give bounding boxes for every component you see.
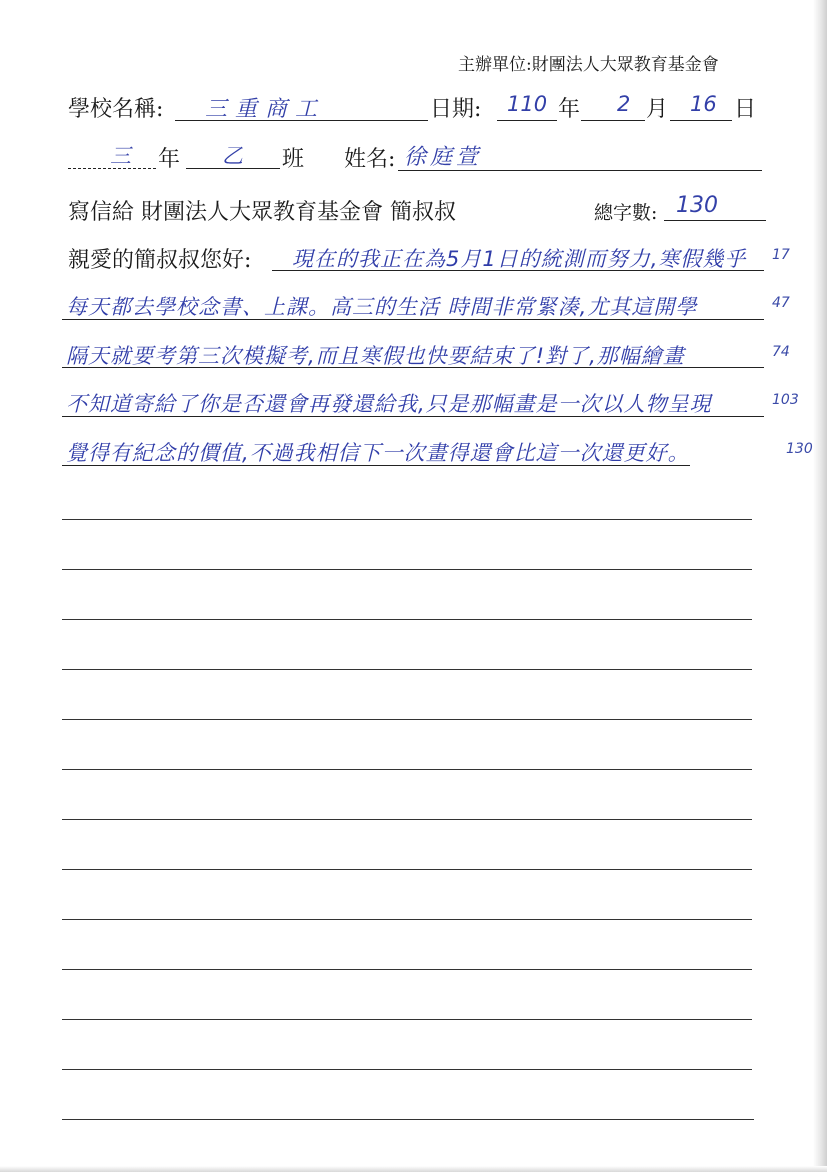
blank-ruled-line [62,969,752,970]
class-value: 乙 [222,144,243,168]
name-value: 徐庭萱 [404,145,483,170]
class-label: 班 [282,147,305,172]
day-underline [670,120,732,121]
letter-line-char-tally: 74 [772,344,790,360]
month-label: 月 [646,97,669,122]
blank-ruled-line [62,769,752,770]
scan-page-edge [813,0,827,1172]
day-label: 日 [734,97,757,122]
organizer-header: 主辦單位:財團法人大眾教育基金會 [458,55,719,75]
scan-page-edge-bottom [0,1166,827,1172]
blank-ruled-line [62,1069,752,1070]
blank-ruled-line [62,919,752,920]
letter-line-char-tally: 130 [786,441,813,457]
year-label: 年 [558,97,581,122]
word-count-underline [664,220,766,221]
year-value: 110 [507,92,548,116]
month-underline [581,120,645,121]
word-count-value: 130 [676,193,718,218]
letter-line-text: 現在的我正在為5月1日的統測而努力,寒假幾乎 [292,247,747,271]
grade-value: 三 [110,144,131,168]
letter-line-char-tally: 17 [772,247,790,263]
blank-ruled-line [62,819,752,820]
letter-line-text: 每天都去學校念書、上課。高三的生活 時間非常緊湊,尤其這開學 [66,295,698,319]
blank-ruled-line [62,669,752,670]
date-label: 日期: [430,97,482,122]
letter-line-text: 隔天就要考第三次模擬考,而且寒假也快要結束了!對了,那幅繪畫 [66,344,685,368]
blank-ruled-line [62,869,752,870]
year-underline [497,120,557,121]
blank-ruled-line [62,719,752,720]
month-value: 2 [617,92,631,116]
salutation: 親愛的簡叔叔您好: [68,248,252,273]
blank-ruled-line [62,569,752,570]
school-value: 三重商工 [205,97,326,122]
letter-line-text: 覺得有紀念的價值,不過我相信下一次畫得還會比這一次還更好。 [66,441,690,465]
grade-label: 年 [158,147,181,172]
blank-ruled-line [62,1019,752,1020]
letter-line-text: 不知道寄給了你是否還會再發還給我,只是那幅畫是一次以人物呈現 [66,392,712,416]
day-value: 16 [690,92,717,116]
recipient-line: 寫信給 財團法人大眾教育基金會 簡叔叔 [68,200,456,225]
blank-ruled-line [62,519,752,520]
letter-line-char-tally: 103 [772,392,799,408]
blank-ruled-line [62,619,752,620]
name-label: 姓名: [344,147,396,172]
school-label: 學校名稱: [68,97,164,122]
word-count-label: 總字數: [594,202,658,224]
blank-ruled-line [62,1119,754,1120]
letter-line-char-tally: 47 [772,295,790,311]
